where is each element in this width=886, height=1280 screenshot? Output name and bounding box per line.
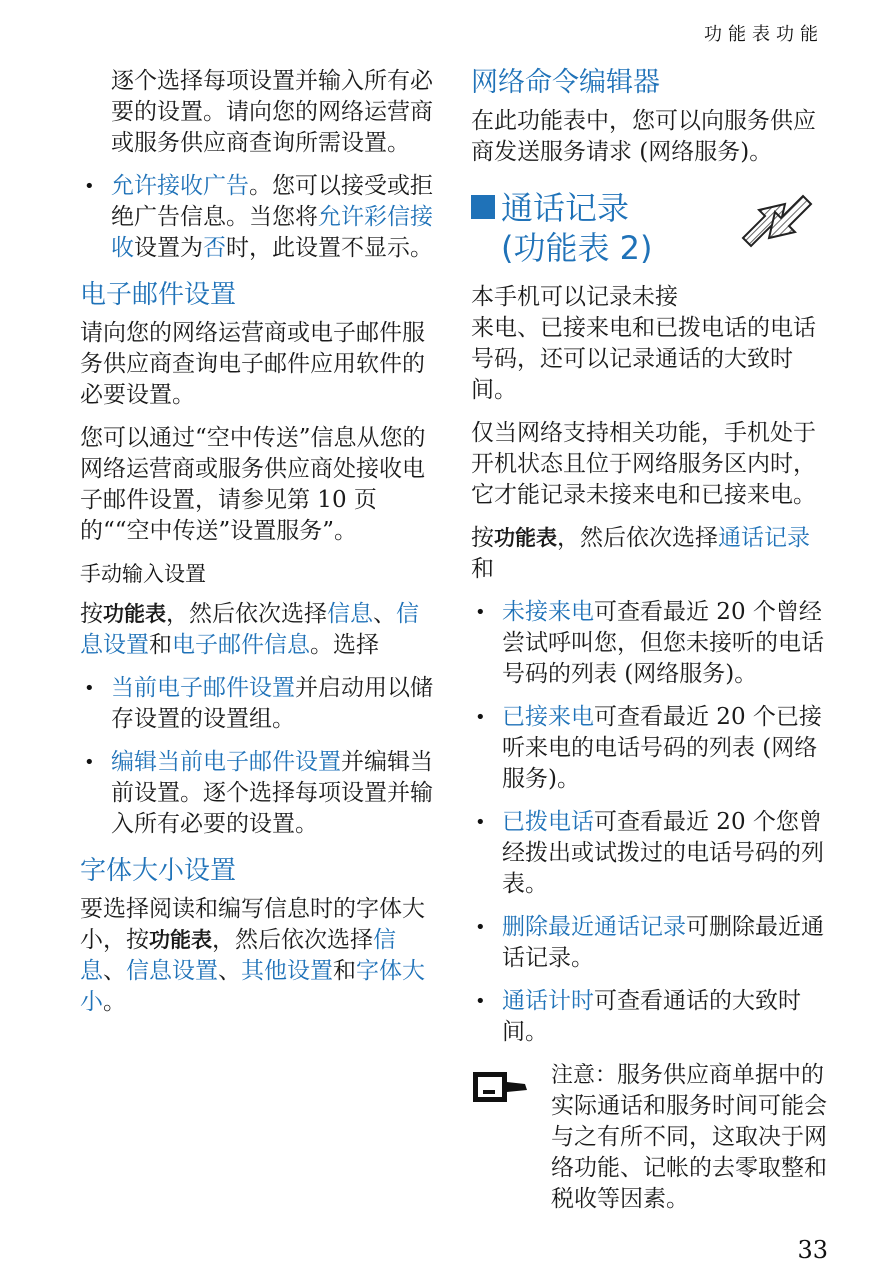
menu-keyword: 功能表 (103, 602, 166, 626)
call-duration-link[interactable]: 通话计时 (502, 988, 594, 1014)
email-paragraph-1: 请向您的网络运营商或电子邮件服务供应商查询电子邮件应用软件的必要设置。 (80, 320, 425, 408)
left-column (80, 66, 440, 1030)
no-option-link[interactable]: 否 (203, 235, 226, 261)
list-item (471, 986, 831, 1048)
text: 。选择 (310, 632, 379, 658)
list-item (471, 702, 831, 795)
running-header: 功能表功能 (704, 24, 824, 45)
text: 按 (80, 601, 103, 627)
text: 可查看最近 20 个已接听来电的电话号码的列表 (网络服务)。 (502, 704, 822, 792)
list-item (471, 807, 831, 900)
message-settings-link[interactable]: 信息设置 (126, 958, 218, 984)
edit-email-settings-link[interactable]: 编辑当前电子邮件设置 (111, 749, 341, 775)
menu-keyword: 功能表 (494, 526, 557, 550)
note-hand-icon (471, 1066, 529, 1106)
note-body: 服务供应商单据中的实际通话和服务时间可能会与之有所不同，这取决于网络功能、记帐的去零取整和税收等因素。 (551, 1062, 827, 1212)
text: 可删除最近通话记录。 (502, 914, 824, 971)
square-bullet-icon (471, 195, 495, 219)
text: 设置为 (134, 235, 203, 261)
text: 和 (333, 958, 356, 984)
missed-calls-link[interactable]: 未接来电 (502, 599, 594, 625)
received-calls-link[interactable]: 已接来电 (502, 704, 594, 730)
text: 可查看最近 20 个曾经尝试呼叫您，但您未接听的电话号码的列表 (网络服务)。 (502, 599, 824, 687)
email-paragraph-2: 您可以通过“空中传送”信息从您的网络运营商或服务供应商处接收电子邮件设置，请参见第 10 页的““空中传送”设置服务”。 (80, 425, 426, 544)
call-log-menu-number: (功能表 2) (501, 229, 653, 267)
text: ，然后依次选择 (166, 601, 327, 627)
call-log-link[interactable]: 通话记录 (718, 525, 810, 551)
allow-ads-link[interactable]: 允许接收广告 (111, 173, 249, 199)
manual-settings-subheading: 手动输入设置 (80, 562, 206, 586)
intro-paragraph: 逐个选择每项设置并输入所有必要的设置。请向您的网络运营商或服务供应商查询所需设置。 (111, 68, 433, 156)
text: 并编辑当前设置。逐个选择每项设置并输入所有必要的设置。 (111, 749, 433, 837)
note-block (471, 1060, 831, 1215)
current-email-settings-link[interactable]: 当前电子邮件设置 (111, 675, 295, 701)
email-options-list (80, 673, 440, 840)
list-item (471, 597, 831, 690)
network-command-paragraph: 在此功能表中，您可以向服务供应商发送服务请求 (网络服务)。 (471, 108, 816, 165)
call-log-title (471, 188, 831, 268)
other-settings-link[interactable]: 其他设置 (241, 958, 333, 984)
text: 。您可以接受或拒绝广告信息。当您将 (111, 173, 433, 230)
text: 、 (103, 958, 126, 984)
network-command-heading: 网络命令编辑器 (471, 67, 660, 98)
call-log-paragraph-3 (471, 523, 831, 585)
text: 和 (149, 632, 172, 658)
text: 可查看最近 20 个您曾经拨出或试拨过的电话号码的列表。 (502, 809, 824, 897)
messages-link[interactable]: 信息 (327, 601, 373, 627)
list-item (471, 912, 831, 974)
allow-mms-link[interactable]: 允许彩信接收 (111, 204, 433, 261)
text: 。 (103, 989, 126, 1015)
call-log-paragraph-1a: 本手机可以记录未接 (471, 284, 678, 310)
call-log-paragraph-2: 仅当网络支持相关功能，手机处于开机状态且位于网络服务区内时，它才能记录未接来电和已接来电。 (471, 420, 816, 508)
font-size-paragraph (80, 894, 440, 1018)
message-settings-link[interactable]: 信息设置 (80, 601, 419, 658)
font-size-link[interactable]: 字体大小 (80, 958, 425, 1015)
list-item (80, 171, 440, 264)
delete-recent-calls-link[interactable]: 删除最近通话记录 (502, 914, 686, 940)
text: 并启动用以储存设置的设置组。 (111, 675, 433, 732)
page-number: 33 (797, 1236, 828, 1264)
menu-keyword: 功能表 (149, 928, 212, 952)
right-column (471, 66, 831, 1215)
list-item (80, 747, 440, 840)
email-heading: 电子邮件设置 (80, 280, 237, 310)
text: ，然后依次选择 (557, 525, 718, 551)
text: 可查看通话的大致时间。 (502, 988, 801, 1045)
text: 和 (471, 556, 494, 582)
text: 、 (218, 958, 241, 984)
ads-list (80, 171, 440, 264)
text: 按 (471, 525, 494, 551)
email-paragraph-3 (80, 599, 440, 661)
call-log-title-text: 通话记录 (501, 189, 630, 227)
list-item (80, 673, 440, 735)
call-arrows-icon (735, 194, 819, 248)
font-size-heading: 字体大小设置 (80, 856, 237, 886)
dialed-numbers-link[interactable]: 已拨电话 (502, 809, 594, 835)
text: 要选择阅读和编写信息时的字体大小，按 (80, 896, 425, 953)
text: ，然后依次选择 (212, 927, 373, 953)
text: 时，此设置不显示。 (226, 235, 433, 261)
call-log-options-list (471, 597, 831, 1048)
note-text (551, 1060, 831, 1215)
note-label: 注意： (551, 1063, 618, 1088)
call-log-paragraph-1b: 来电、已接来电和已拨电话的电话号码，还可以记录通话的大致时间。 (471, 315, 816, 403)
email-messages-link[interactable]: 电子邮件信息 (172, 632, 310, 658)
messages-link[interactable]: 信息 (80, 927, 396, 984)
text: 、 (373, 601, 396, 627)
